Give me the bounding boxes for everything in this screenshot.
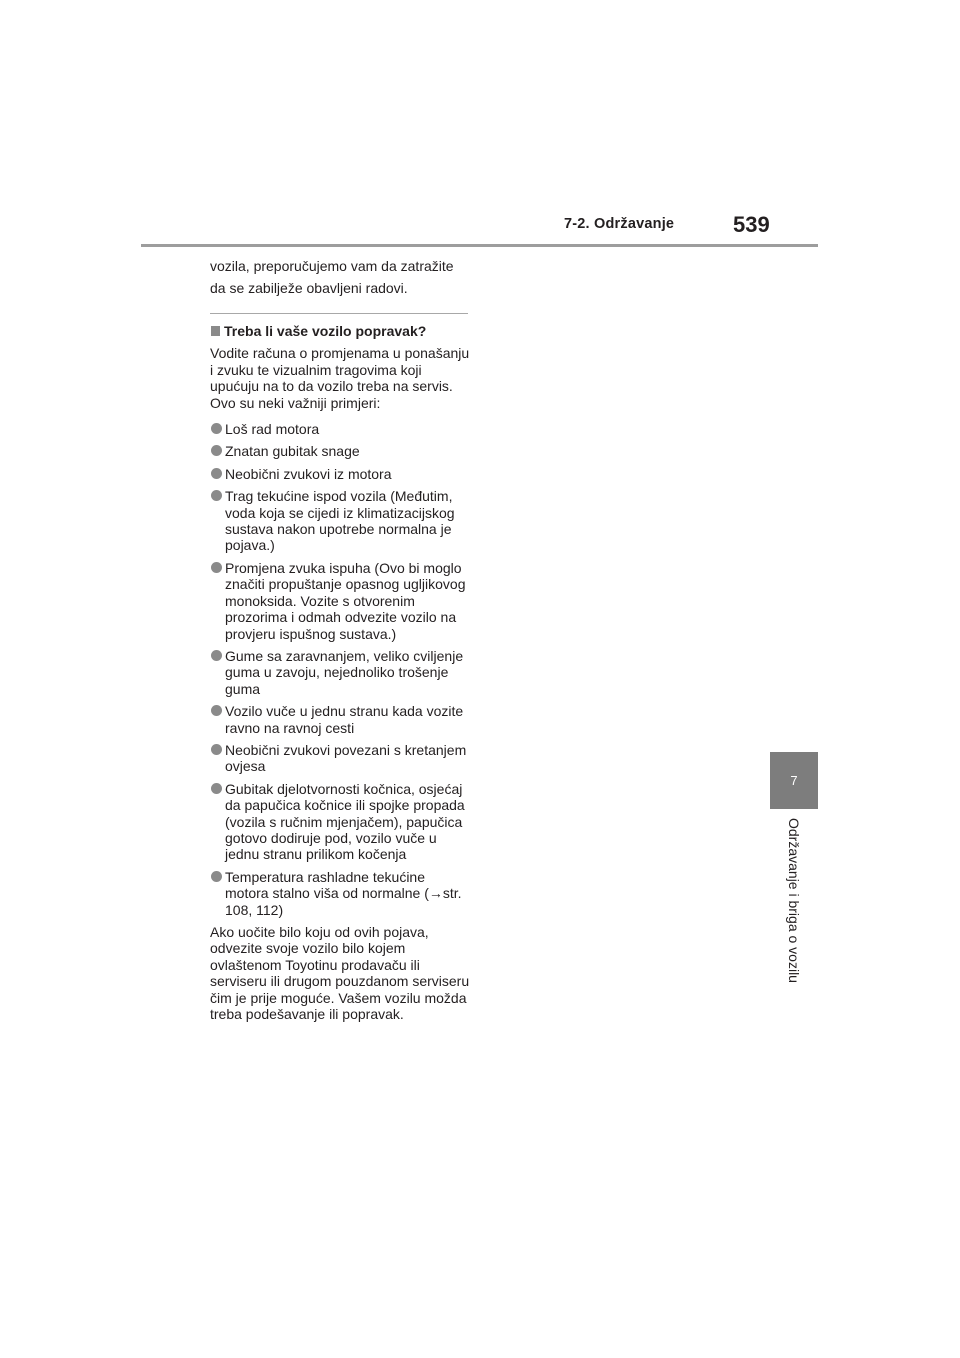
intro-line-1: vozila, preporučujemo vam da zatražite [210, 258, 454, 274]
list-item-text: Gubitak djelotvornosti kočnica, osjećaj da papučica kočnice ili spojke propada (vozila s ručnim mjenjačem), papučica gotovo dodiruje pod, vozilo vuče u jednu stranu prilikom kočenja [225, 780, 465, 863]
circle-bullet-icon [211, 871, 222, 882]
list-item [210, 703, 472, 736]
chapter-number: 7 [790, 773, 798, 788]
list-item-text: Vozilo vuče u jednu stranu kada vozite ravno na ravnoj cesti [225, 703, 464, 736]
chapter-tab [770, 752, 818, 809]
section-heading [210, 323, 472, 339]
circle-bullet-icon [211, 783, 222, 794]
main-content [210, 255, 472, 1022]
header-rule [141, 244, 818, 247]
header-section-title: 7-2. Održavanje [564, 216, 675, 232]
list-item-text: Trag tekućine ispod vozila (Međutim, voda koja se cijedi iz klimatizacijskog sustava nakon upotrebe normalna je pojava.) [225, 488, 455, 554]
closing-paragraph: Ako uočite bilo koju od ovih pojava, odvezite svoje vozilo bilo kojem ovlaštenom Toyotinu prodavaču ili serviseru ili drugom pouzdanom serviseru čim je prije moguće. Vašem vozilu možda treba podešavanje ili popravak. [210, 924, 470, 1023]
circle-bullet-icon [211, 744, 222, 755]
list-item-text: Gume sa zaravnanjem, veliko cviljenje guma u zavoju, nejednoliko trošenje guma [225, 647, 464, 697]
circle-bullet-icon [211, 468, 222, 479]
page-number: 539 [733, 212, 770, 237]
list-item-text: Temperatura rashladne tekućine motora stalno viša od normalne (→str. 108, 112) [225, 868, 462, 918]
list-item [210, 560, 472, 642]
list-item [210, 869, 472, 918]
list-item [210, 781, 472, 863]
section-divider [210, 313, 468, 314]
square-bullet-icon [211, 326, 220, 336]
circle-bullet-icon [211, 490, 222, 501]
intro-line-2: da se zabilježe obavljeni radovi. [210, 280, 408, 296]
list-item-text: Loš rad motora [225, 421, 320, 438]
circle-bullet-icon [211, 423, 222, 434]
list-item [210, 443, 472, 459]
list-item-text: Neobični zvukovi iz motora [225, 465, 392, 482]
list-item [210, 488, 472, 554]
chapter-side-title: Održavanje i briga o vozilu [786, 818, 802, 983]
intro-text [210, 255, 472, 299]
symptom-list [210, 421, 472, 918]
list-item [210, 466, 472, 482]
list-item-text: Promjena zvuka ispuha (Ovo bi moglo značiti propuštanje opasnog ugljikovog monoksida. Vozite s otvorenim prozorima i odmah odvezite vozilo na provjeru ispušnog sustava.) [225, 559, 466, 642]
list-item [210, 421, 472, 437]
list-item-text: Znatan gubitak snage [225, 443, 360, 460]
section-title: Treba li vaše vozilo popravak? [224, 323, 427, 339]
list-item [210, 742, 472, 775]
list-item [210, 648, 472, 697]
list-item-text: Neobični zvukovi povezani s kretanjem ovjesa [225, 741, 467, 775]
circle-bullet-icon [211, 705, 222, 716]
circle-bullet-icon [211, 445, 222, 456]
circle-bullet-icon [211, 650, 222, 661]
section-lead: Vodite računa o promjenama u ponašanju i zvuku te vizualnim tragovima koji upućuju na to da vozilo treba na servis. Ovo su neki važniji primjeri: [210, 345, 470, 411]
circle-bullet-icon [211, 562, 222, 573]
